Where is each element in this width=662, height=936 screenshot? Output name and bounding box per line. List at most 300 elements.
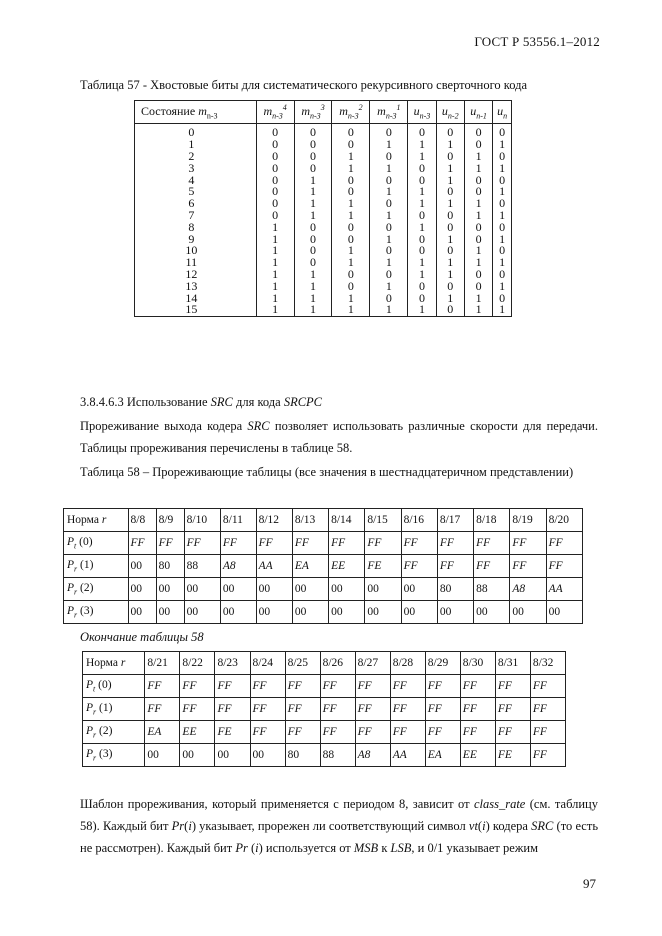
- table58b-cell: FF: [425, 698, 460, 721]
- table58a-cell: 80: [156, 555, 184, 578]
- table57-cell: 1: [408, 186, 436, 198]
- table58a-cell: 00: [329, 601, 365, 624]
- table58a-cell: 00: [256, 601, 292, 624]
- table58b-cell: FF: [460, 698, 495, 721]
- table57-cell: 1: [370, 233, 408, 245]
- table57-cell: 4: [135, 174, 257, 186]
- table58a-cell: 00: [220, 578, 256, 601]
- table57-cell: 1: [256, 257, 294, 269]
- table58b-header-cell: 8/32: [530, 652, 565, 675]
- table58a-cell: 00: [401, 578, 437, 601]
- table58b-cell: FF: [355, 698, 390, 721]
- table57-cell: 0: [256, 210, 294, 222]
- table58b-cell: A8: [355, 744, 390, 767]
- table58a-cell: FF: [365, 532, 401, 555]
- table58b-cell: FF: [215, 698, 250, 721]
- table57-cell: 0: [370, 292, 408, 304]
- table58b-cell: FF: [320, 698, 355, 721]
- table58b-cell: EA: [145, 721, 180, 744]
- table57-cell: 9: [135, 233, 257, 245]
- table57-cell: 0: [493, 221, 512, 233]
- table58b-cell: FF: [320, 721, 355, 744]
- table57-cell: 1: [294, 186, 332, 198]
- table57-cell: 0: [294, 257, 332, 269]
- table57-cell: 1: [294, 269, 332, 281]
- table58a-header-cell: 8/9: [156, 509, 184, 532]
- table57-cell: 0: [332, 269, 370, 281]
- table58a-cell: FF: [220, 532, 256, 555]
- table57-cell: 0: [256, 174, 294, 186]
- section-heading: 3.8.4.6.3 Использование SRC для кода SRCPC: [80, 395, 323, 409]
- table57-cell: 0: [464, 174, 492, 186]
- table58a-cell: 00: [184, 601, 220, 624]
- table57-cell: 0: [332, 280, 370, 292]
- table57-cell: 0: [256, 151, 294, 163]
- table58b-cell: FF: [390, 698, 425, 721]
- table57-cell: 0: [256, 162, 294, 174]
- table-row: [135, 304, 512, 316]
- table58a-cell: 00: [365, 578, 401, 601]
- table58b-row-label: $P_r$ (1): [83, 698, 145, 721]
- table58a-cell: A8: [510, 578, 546, 601]
- table57-cell: 0: [408, 280, 436, 292]
- table57-cell: 0: [436, 151, 464, 163]
- table58b-header-cell: 8/31: [495, 652, 530, 675]
- table57-cell: 1: [436, 139, 464, 151]
- table58a-cell: 00: [184, 578, 220, 601]
- table58b-cell: FF: [530, 721, 565, 744]
- table58b-cell: FF: [250, 721, 285, 744]
- table57-cell: 0: [294, 162, 332, 174]
- table57-cell: 0: [493, 269, 512, 281]
- table57-cell: 0: [294, 124, 332, 139]
- table57-cell: 0: [370, 269, 408, 281]
- table57-cell: 0: [294, 233, 332, 245]
- table58a-header-cell: 8/15: [365, 509, 401, 532]
- table58a-header-cell: 8/11: [220, 509, 256, 532]
- table58b-cell: AA: [390, 744, 425, 767]
- table57-cell: 1: [436, 233, 464, 245]
- table57-cell: 6: [135, 198, 257, 210]
- table58b-cell: FF: [390, 675, 425, 698]
- table57-cell: 0: [436, 186, 464, 198]
- table57-cell: 0: [332, 221, 370, 233]
- table57: [134, 100, 512, 317]
- table57-cell: 1: [370, 162, 408, 174]
- table57-cell: 1: [464, 304, 492, 316]
- table57-cell: 1: [464, 162, 492, 174]
- table58a-cell: FF: [546, 532, 582, 555]
- table57-cell: 0: [493, 174, 512, 186]
- table57-cell: 1: [256, 233, 294, 245]
- table57-cell: 1: [256, 280, 294, 292]
- table57-cell: 1: [332, 245, 370, 257]
- table57-cell: 1: [256, 304, 294, 316]
- table57-cell: 0: [370, 151, 408, 163]
- table57-cell: 0: [408, 162, 436, 174]
- table58a-row-label: $P_r$ (3): [64, 601, 129, 624]
- table57-header-cell: $u_n$: [493, 101, 512, 124]
- table57-header-cell: $m_{n-3}^4$: [256, 101, 294, 124]
- table57-cell: 0: [436, 280, 464, 292]
- table57-cell: 11: [135, 257, 257, 269]
- table58b-cell: FF: [285, 721, 320, 744]
- table57-cell: 0: [332, 139, 370, 151]
- table57-cell: 1: [436, 292, 464, 304]
- table57-cell: 1: [370, 210, 408, 222]
- table57-cell: 0: [464, 221, 492, 233]
- table57-cell: 1: [408, 221, 436, 233]
- table57-cell: 1: [370, 280, 408, 292]
- table57-cell: 1: [493, 304, 512, 316]
- table57-cell: 1: [332, 304, 370, 316]
- table57-cell: 1: [464, 151, 492, 163]
- table58b-cell: FF: [495, 698, 530, 721]
- table57-cell: 1: [332, 210, 370, 222]
- table58a-cell: 00: [128, 555, 156, 578]
- table57-cell: 1: [332, 257, 370, 269]
- table58a-cell: 00: [510, 601, 546, 624]
- table58b-cell: FF: [180, 675, 215, 698]
- table57-cell: 1: [408, 198, 436, 210]
- table58a-cell: AA: [546, 578, 582, 601]
- table58b-header-cell: 8/24: [250, 652, 285, 675]
- table58a-cell: EA: [292, 555, 328, 578]
- table58a-row-label: $P_t$ (0): [64, 532, 129, 555]
- table58-caption: Таблица 58 – Прореживающие таблицы (все значения в шестнадцатеричном представлении): [80, 465, 574, 479]
- table57-cell: 0: [493, 151, 512, 163]
- table57-header-cell: $m_{n-3}^3$: [294, 101, 332, 124]
- table57-cell: 1: [408, 304, 436, 316]
- table58a-cell: FF: [474, 555, 510, 578]
- table58-part2: [82, 651, 566, 767]
- table57-cell: 3: [135, 162, 257, 174]
- table57-cell: 0: [408, 174, 436, 186]
- table58a-header-cell: 8/10: [184, 509, 220, 532]
- table57-cell: 0: [294, 151, 332, 163]
- table57-cell: 5: [135, 186, 257, 198]
- table57-cell: 0: [493, 198, 512, 210]
- table58b-cell: EA: [425, 744, 460, 767]
- table57-cell: 1: [493, 257, 512, 269]
- table57-cell: 0: [256, 198, 294, 210]
- table58a-header-cell: 8/12: [256, 509, 292, 532]
- table58b-header-cell: Норма r: [83, 652, 145, 675]
- table-row: [83, 698, 566, 721]
- table58b-cell: EE: [460, 744, 495, 767]
- table58b-header-cell: 8/30: [460, 652, 495, 675]
- table58b-cell: 00: [180, 744, 215, 767]
- table57-cell: 1: [135, 139, 257, 151]
- table57-header-cell: $u_{n-3}$: [408, 101, 436, 124]
- table58b-cell: FF: [145, 675, 180, 698]
- table57-cell: 1: [332, 292, 370, 304]
- table58b-row-label: $P_r$ (3): [83, 744, 145, 767]
- table58a-cell: FF: [401, 532, 437, 555]
- table58b-cell: FF: [530, 698, 565, 721]
- table58a-row-label: $P_r$ (1): [64, 555, 129, 578]
- table57-cell: 1: [436, 198, 464, 210]
- table57-cell: 0: [408, 233, 436, 245]
- table58b-header-cell: 8/21: [145, 652, 180, 675]
- table58a-cell: FF: [510, 532, 546, 555]
- table58b-header-cell: 8/26: [320, 652, 355, 675]
- paragraph-1: Прореживание выхода кодера SRC позволяет использовать различные скорости для передачи. Таблицы прореживания перечислены в таблице 58.: [80, 419, 598, 455]
- table58a-cell: 00: [128, 578, 156, 601]
- table58a-cell: FF: [156, 532, 184, 555]
- table58b-cell: 88: [320, 744, 355, 767]
- table-row: [83, 675, 566, 698]
- table57-cell: 1: [408, 257, 436, 269]
- table57-cell: 1: [370, 186, 408, 198]
- table-row: [64, 555, 583, 578]
- table58a-cell: FF: [256, 532, 292, 555]
- table58a-header-cell: 8/19: [510, 509, 546, 532]
- table58b-cell: FF: [145, 698, 180, 721]
- table57-header-cell: $u_{n-2}$: [436, 101, 464, 124]
- table58a-header-cell: 8/14: [329, 509, 365, 532]
- table58a-cell: FF: [437, 532, 473, 555]
- table57-cell: 0: [256, 139, 294, 151]
- table57-cell: 1: [493, 280, 512, 292]
- table57-cell: 1: [256, 245, 294, 257]
- table58a-header-cell: 8/20: [546, 509, 582, 532]
- table58a-cell: 80: [437, 578, 473, 601]
- table57-cell: 1: [370, 304, 408, 316]
- table58b-header-cell: 8/25: [285, 652, 320, 675]
- table-header-row: [64, 509, 583, 532]
- table57-cell: 0: [493, 124, 512, 139]
- table57-cell: 1: [464, 292, 492, 304]
- table57-cell: 1: [370, 257, 408, 269]
- document-header: ГОСТ Р 53556.1–2012: [474, 34, 600, 49]
- table58b-cell: 00: [145, 744, 180, 767]
- table57-cell: 1: [256, 269, 294, 281]
- table57-cell: 1: [332, 162, 370, 174]
- table57-cell: 14: [135, 292, 257, 304]
- table57-cell: 1: [464, 198, 492, 210]
- table58b-cell: FF: [425, 675, 460, 698]
- table58a-cell: 00: [128, 601, 156, 624]
- table57-cell: 0: [256, 124, 294, 139]
- table58a-cell: FF: [437, 555, 473, 578]
- table58a-cell: FF: [329, 532, 365, 555]
- table57-cell: 1: [408, 151, 436, 163]
- table57-cell: 7: [135, 210, 257, 222]
- table58a-cell: FF: [184, 532, 220, 555]
- table-header-row: [83, 652, 566, 675]
- table58a-cell: 00: [474, 601, 510, 624]
- table58b-cell: 00: [215, 744, 250, 767]
- page-number: 97: [583, 876, 596, 891]
- table57-cell: 0: [436, 210, 464, 222]
- table58a-cell: FE: [365, 555, 401, 578]
- table58b-header-cell: 8/22: [180, 652, 215, 675]
- table57-cell: 0: [464, 124, 492, 139]
- table58b-header-cell: 8/27: [355, 652, 390, 675]
- table57-cell: 1: [493, 162, 512, 174]
- table57-cell: 1: [493, 233, 512, 245]
- table57-cell: 0: [256, 186, 294, 198]
- table57-cell: 1: [436, 162, 464, 174]
- table57-cell: 0: [332, 124, 370, 139]
- table58b-cell: FF: [390, 721, 425, 744]
- table57-cell: 1: [464, 257, 492, 269]
- table57-cell: 1: [436, 269, 464, 281]
- table57-cell: 0: [464, 186, 492, 198]
- table58a-header-cell: 8/17: [437, 509, 473, 532]
- table58b-cell: FF: [355, 675, 390, 698]
- table57-cell: 1: [332, 151, 370, 163]
- table58b-cell: FF: [215, 675, 250, 698]
- table57-cell: 2: [135, 151, 257, 163]
- table58a-cell: FF: [292, 532, 328, 555]
- table57-cell: 0: [370, 198, 408, 210]
- table57-cell: 0: [493, 292, 512, 304]
- table58a-row-label: $P_r$ (2): [64, 578, 129, 601]
- table58-part1: [63, 508, 583, 624]
- table58a-cell: FF: [510, 555, 546, 578]
- table57-cell: 13: [135, 280, 257, 292]
- table58a-cell: FF: [474, 532, 510, 555]
- table57-cell: 0: [464, 233, 492, 245]
- table58a-cell: 00: [365, 601, 401, 624]
- table58a-header-cell: 8/16: [401, 509, 437, 532]
- table58a-cell: FF: [128, 532, 156, 555]
- table58b-cell: FF: [320, 675, 355, 698]
- table58a-header-cell: 8/18: [474, 509, 510, 532]
- table57-cell: 1: [436, 174, 464, 186]
- table58a-cell: FF: [546, 555, 582, 578]
- table57-cell: 1: [436, 257, 464, 269]
- table58a-cell: 00: [292, 578, 328, 601]
- table57-cell: 0: [408, 124, 436, 139]
- table57-cell: 0: [493, 245, 512, 257]
- table58a-cell: 00: [256, 578, 292, 601]
- table58a-cell: 00: [401, 601, 437, 624]
- table58b-cell: FF: [425, 721, 460, 744]
- table58b-cell: FF: [285, 675, 320, 698]
- table58b-cell: EE: [180, 721, 215, 744]
- table57-cell: 0: [464, 139, 492, 151]
- table57-cell: 1: [370, 139, 408, 151]
- paragraph-3: Шаблон прореживания, который применяется с периодом 8, зависит от class_rate (см. таблицу 58). Каждый бит Pr(i) указывает, прорежен ли соответствующий символ vt(i) кодера SRC (то есть не рассмотрен). Каждый бит Pr (i) используется от MSB к LSB, и 0/1 указывает режим: [80, 797, 599, 855]
- table57-cell: 0: [436, 221, 464, 233]
- table58b-cell: FF: [180, 698, 215, 721]
- table57-header-cell: $m_{n-3}^1$: [370, 101, 408, 124]
- table58a-cell: 00: [546, 601, 582, 624]
- table58b-cell: FF: [460, 675, 495, 698]
- table58a-header-cell: 8/13: [292, 509, 328, 532]
- table57-cell: 1: [294, 292, 332, 304]
- table57-cell: 1: [256, 221, 294, 233]
- table58b-cell: FE: [495, 744, 530, 767]
- table58a-cell: 88: [474, 578, 510, 601]
- table58a-cell: 00: [437, 601, 473, 624]
- table57-cell: 1: [294, 198, 332, 210]
- table58a-cell: 88: [184, 555, 220, 578]
- table-row: [64, 601, 583, 624]
- table57-cell: 15: [135, 304, 257, 316]
- table58a-cell: AA: [256, 555, 292, 578]
- table57-header-cell: Состояние $m_{n-3}$: [135, 101, 257, 124]
- table58b-cell: 80: [285, 744, 320, 767]
- table58b-cell: FF: [495, 675, 530, 698]
- table58b-cell: FF: [460, 721, 495, 744]
- table57-cell: 0: [294, 245, 332, 257]
- table58b-row-label: $P_t$ (0): [83, 675, 145, 698]
- table58b-header-cell: 8/28: [390, 652, 425, 675]
- table57-cell: 1: [294, 174, 332, 186]
- table58a-cell: 00: [156, 601, 184, 624]
- table57-cell: 0: [464, 269, 492, 281]
- table57-cell: 0: [370, 245, 408, 257]
- table57-cell: 1: [294, 210, 332, 222]
- table57-cell: 1: [256, 292, 294, 304]
- table57-cell: 0: [436, 124, 464, 139]
- table57-cell: 8: [135, 221, 257, 233]
- table58a-header-cell: 8/8: [128, 509, 156, 532]
- table57-cell: 0: [370, 174, 408, 186]
- table58b-row-label: $P_r$ (2): [83, 721, 145, 744]
- table58b-cell: FE: [215, 721, 250, 744]
- table57-cell: 0: [370, 221, 408, 233]
- table57-cell: 1: [464, 210, 492, 222]
- table57-cell: 0: [370, 124, 408, 139]
- table58a-cell: 00: [156, 578, 184, 601]
- table57-cell: 10: [135, 245, 257, 257]
- table58a-cell: EE: [329, 555, 365, 578]
- table57-cell: 1: [493, 139, 512, 151]
- table58b-cell: FF: [285, 698, 320, 721]
- table58b-header-cell: 8/29: [425, 652, 460, 675]
- table58b-cell: FF: [355, 721, 390, 744]
- table57-header-cell: $m_{n-3}^2$: [332, 101, 370, 124]
- table57-cell: 1: [408, 269, 436, 281]
- table57-cell: 0: [464, 280, 492, 292]
- table58a-header-cell: Норма r: [64, 509, 129, 532]
- table57-cell: 1: [332, 198, 370, 210]
- table57-cell: 0: [332, 174, 370, 186]
- table57-cell: 1: [408, 139, 436, 151]
- table58a-cell: 00: [329, 578, 365, 601]
- table58b-cell: FF: [530, 675, 565, 698]
- table57-cell: 0: [436, 304, 464, 316]
- table58b-header-cell: 8/23: [215, 652, 250, 675]
- table57-cell: 1: [493, 186, 512, 198]
- table57-header-cell: $u_{n-1}$: [464, 101, 492, 124]
- table57-cell: 0: [436, 245, 464, 257]
- table57-cell: 1: [464, 245, 492, 257]
- table57-caption: Таблица 57 - Хвостовые биты для систематического рекурсивного сверточного кода: [80, 78, 528, 92]
- table57-cell: 0: [332, 233, 370, 245]
- table57-cell: 0: [294, 221, 332, 233]
- table58b-cell: FF: [250, 675, 285, 698]
- table57-cell: 1: [294, 280, 332, 292]
- table-row: [83, 721, 566, 744]
- table57-cell: 0: [294, 139, 332, 151]
- table57-cell: 0: [408, 245, 436, 257]
- table58b-cell: FF: [495, 721, 530, 744]
- table58b-cell: 00: [250, 744, 285, 767]
- table57-cell: 1: [294, 304, 332, 316]
- table57-cell: 12: [135, 269, 257, 281]
- table58a-cell: 00: [292, 601, 328, 624]
- table58a-cell: FF: [401, 555, 437, 578]
- table57-cell: 0: [408, 292, 436, 304]
- table58b-cell: FF: [250, 698, 285, 721]
- table58-continuation-label: Окончание таблицы 58: [80, 630, 204, 644]
